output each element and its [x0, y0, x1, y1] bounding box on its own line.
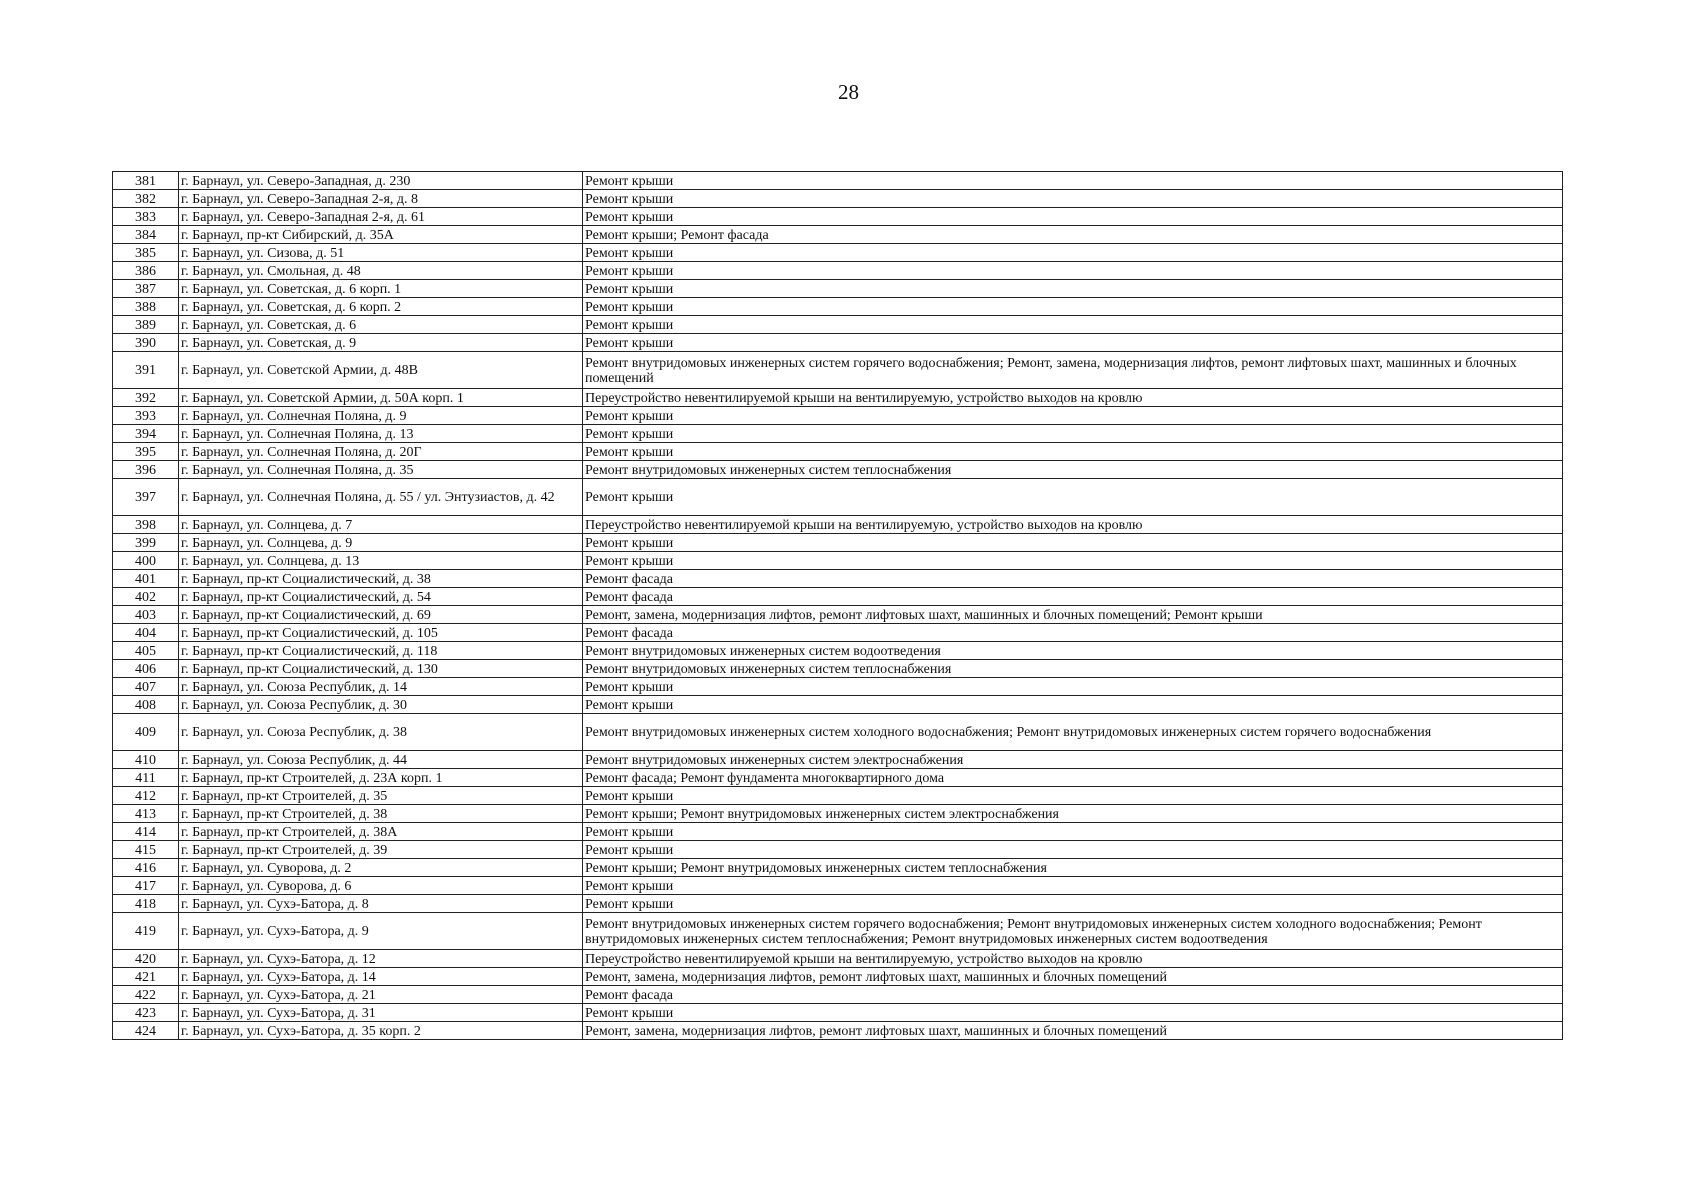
table-row — [113, 334, 1563, 352]
address-cell: г. Барнаул, ул. Солнечная Поляна, д. 20Г — [179, 443, 583, 461]
address-cell: г. Барнаул, пр-кт Сибирский, д. 35А — [179, 226, 583, 244]
row-number-cell: 416 — [113, 859, 179, 877]
work-type-cell: Ремонт крыши — [583, 787, 1563, 805]
address-cell: г. Барнаул, ул. Солнцева, д. 13 — [179, 552, 583, 570]
work-type-cell: Ремонт крыши — [583, 552, 1563, 570]
table-row — [113, 660, 1563, 678]
table-row — [113, 1022, 1563, 1040]
work-type-cell: Ремонт крыши — [583, 1004, 1563, 1022]
row-number-cell: 396 — [113, 461, 179, 479]
row-number-cell: 424 — [113, 1022, 179, 1040]
work-type-cell: Переустройство невентилируемой крыши на вентилируемую, устройство выходов на кровлю — [583, 516, 1563, 534]
table-row — [113, 425, 1563, 443]
work-type-cell: Ремонт крыши; Ремонт фасада — [583, 226, 1563, 244]
row-number-cell: 423 — [113, 1004, 179, 1022]
address-cell: г. Барнаул, ул. Солнцева, д. 7 — [179, 516, 583, 534]
table-row — [113, 642, 1563, 660]
address-cell: г. Барнаул, ул. Северо-Западная 2-я, д. 8 — [179, 190, 583, 208]
table-row — [113, 461, 1563, 479]
row-number-cell: 418 — [113, 895, 179, 913]
address-cell: г. Барнаул, ул. Сухэ-Батора, д. 8 — [179, 895, 583, 913]
table-row — [113, 895, 1563, 913]
row-number-cell: 413 — [113, 805, 179, 823]
address-cell: г. Барнаул, ул. Солнечная Поляна, д. 13 — [179, 425, 583, 443]
row-number-cell: 391 — [113, 352, 179, 389]
work-type-cell: Ремонт крыши — [583, 298, 1563, 316]
table-row — [113, 516, 1563, 534]
address-cell: г. Барнаул, пр-кт Строителей, д. 38 — [179, 805, 583, 823]
work-type-cell: Ремонт фасада; Ремонт фундамента многоквартирного дома — [583, 769, 1563, 787]
work-type-cell: Ремонт фасада — [583, 588, 1563, 606]
row-number-cell: 419 — [113, 913, 179, 950]
table-row — [113, 244, 1563, 262]
row-number-cell: 420 — [113, 950, 179, 968]
address-cell: г. Барнаул, ул. Союза Республик, д. 30 — [179, 696, 583, 714]
address-cell: г. Барнаул, ул. Советской Армии, д. 48В — [179, 352, 583, 389]
table-row — [113, 588, 1563, 606]
table-row — [113, 968, 1563, 986]
address-cell: г. Барнаул, пр-кт Социалистический, д. 130 — [179, 660, 583, 678]
work-type-cell: Ремонт крыши — [583, 172, 1563, 190]
row-number-cell: 398 — [113, 516, 179, 534]
table-row — [113, 678, 1563, 696]
table-row — [113, 859, 1563, 877]
address-cell: г. Барнаул, ул. Сухэ-Батора, д. 31 — [179, 1004, 583, 1022]
row-number-cell: 406 — [113, 660, 179, 678]
table-row — [113, 787, 1563, 805]
table-body — [113, 172, 1563, 1040]
address-cell: г. Барнаул, пр-кт Социалистический, д. 118 — [179, 642, 583, 660]
work-type-cell: Ремонт внутридомовых инженерных систем теплоснабжения — [583, 660, 1563, 678]
address-cell: г. Барнаул, пр-кт Социалистический, д. 69 — [179, 606, 583, 624]
address-cell: г. Барнаул, ул. Солнечная Поляна, д. 9 — [179, 407, 583, 425]
table-row — [113, 950, 1563, 968]
work-type-cell: Ремонт крыши — [583, 841, 1563, 859]
row-number-cell: 407 — [113, 678, 179, 696]
table-row — [113, 606, 1563, 624]
row-number-cell: 397 — [113, 479, 179, 516]
row-number-cell: 403 — [113, 606, 179, 624]
address-cell: г. Барнаул, ул. Сухэ-Батора, д. 9 — [179, 913, 583, 950]
table-row — [113, 298, 1563, 316]
address-cell: г. Барнаул, ул. Сухэ-Батора, д. 35 корп. 2 — [179, 1022, 583, 1040]
work-type-cell: Ремонт крыши — [583, 479, 1563, 516]
address-cell: г. Барнаул, ул. Союза Республик, д. 44 — [179, 751, 583, 769]
work-type-cell: Ремонт внутридомовых инженерных систем холодного водоснабжения; Ремонт внутридомовых инженерных систем горячего водоснабжения — [583, 714, 1563, 751]
table-row — [113, 262, 1563, 280]
row-number-cell: 384 — [113, 226, 179, 244]
table-row — [113, 624, 1563, 642]
work-type-cell: Ремонт крыши — [583, 895, 1563, 913]
table-row — [113, 986, 1563, 1004]
row-number-cell: 399 — [113, 534, 179, 552]
table-row — [113, 769, 1563, 787]
address-cell: г. Барнаул, ул. Советская, д. 6 — [179, 316, 583, 334]
row-number-cell: 381 — [113, 172, 179, 190]
address-cell: г. Барнаул, ул. Сухэ-Батора, д. 12 — [179, 950, 583, 968]
row-number-cell: 411 — [113, 769, 179, 787]
address-cell: г. Барнаул, пр-кт Строителей, д. 39 — [179, 841, 583, 859]
row-number-cell: 417 — [113, 877, 179, 895]
table-row — [113, 823, 1563, 841]
row-number-cell: 383 — [113, 208, 179, 226]
work-type-cell: Ремонт фасада — [583, 570, 1563, 588]
address-cell: г. Барнаул, ул. Союза Республик, д. 38 — [179, 714, 583, 751]
table-row — [113, 172, 1563, 190]
address-cell: г. Барнаул, ул. Смольная, д. 48 — [179, 262, 583, 280]
work-type-cell: Ремонт крыши; Ремонт внутридомовых инженерных систем теплоснабжения — [583, 859, 1563, 877]
table-row — [113, 407, 1563, 425]
table-row — [113, 479, 1563, 516]
work-type-cell: Переустройство невентилируемой крыши на вентилируемую, устройство выходов на кровлю — [583, 389, 1563, 407]
address-work-table — [112, 171, 1563, 1040]
work-type-cell: Ремонт крыши — [583, 877, 1563, 895]
address-cell: г. Барнаул, ул. Советская, д. 9 — [179, 334, 583, 352]
row-number-cell: 393 — [113, 407, 179, 425]
address-cell: г. Барнаул, пр-кт Строителей, д. 23А корп. 1 — [179, 769, 583, 787]
row-number-cell: 389 — [113, 316, 179, 334]
address-cell: г. Барнаул, ул. Сухэ-Батора, д. 14 — [179, 968, 583, 986]
address-cell: г. Барнаул, ул. Суворова, д. 2 — [179, 859, 583, 877]
row-number-cell: 415 — [113, 841, 179, 859]
work-type-cell: Ремонт крыши — [583, 262, 1563, 280]
address-cell: г. Барнаул, ул. Советской Армии, д. 50А корп. 1 — [179, 389, 583, 407]
row-number-cell: 404 — [113, 624, 179, 642]
address-cell: г. Барнаул, ул. Северо-Западная, д. 230 — [179, 172, 583, 190]
row-number-cell: 388 — [113, 298, 179, 316]
work-type-cell: Ремонт крыши — [583, 334, 1563, 352]
table-row — [113, 805, 1563, 823]
work-type-cell: Ремонт крыши — [583, 823, 1563, 841]
row-number-cell: 390 — [113, 334, 179, 352]
row-number-cell: 408 — [113, 696, 179, 714]
table-row — [113, 280, 1563, 298]
address-cell: г. Барнаул, ул. Сухэ-Батора, д. 21 — [179, 986, 583, 1004]
address-cell: г. Барнаул, пр-кт Социалистический, д. 38 — [179, 570, 583, 588]
work-type-cell: Ремонт крыши — [583, 425, 1563, 443]
work-type-cell: Ремонт крыши — [583, 696, 1563, 714]
work-type-cell: Ремонт крыши — [583, 316, 1563, 334]
work-type-cell: Ремонт, замена, модернизация лифтов, ремонт лифтовых шахт, машинных и блочных помещений — [583, 968, 1563, 986]
table-row — [113, 1004, 1563, 1022]
address-cell: г. Барнаул, пр-кт Строителей, д. 38А — [179, 823, 583, 841]
row-number-cell: 402 — [113, 588, 179, 606]
work-type-cell: Ремонт фасада — [583, 986, 1563, 1004]
address-cell: г. Барнаул, ул. Сизова, д. 51 — [179, 244, 583, 262]
table-row — [113, 877, 1563, 895]
work-type-cell: Ремонт крыши — [583, 244, 1563, 262]
row-number-cell: 387 — [113, 280, 179, 298]
address-cell: г. Барнаул, ул. Советская, д. 6 корп. 2 — [179, 298, 583, 316]
row-number-cell: 414 — [113, 823, 179, 841]
page-number: 28 — [838, 80, 859, 104]
address-cell: г. Барнаул, ул. Северо-Западная 2-я, д. 61 — [179, 208, 583, 226]
row-number-cell: 412 — [113, 787, 179, 805]
row-number-cell: 392 — [113, 389, 179, 407]
table-row — [113, 570, 1563, 588]
row-number-cell: 410 — [113, 751, 179, 769]
table-row — [113, 751, 1563, 769]
work-type-cell: Ремонт внутридомовых инженерных систем водоотведения — [583, 642, 1563, 660]
work-type-cell: Ремонт внутридомовых инженерных систем горячего водоснабжения; Ремонт, замена, модернизация лифтов, ремонт лифтовых шахт, машинных и блочных помещений — [583, 352, 1563, 389]
work-type-cell: Ремонт крыши — [583, 534, 1563, 552]
work-type-cell: Ремонт крыши — [583, 190, 1563, 208]
work-type-cell: Ремонт крыши; Ремонт внутридомовых инженерных систем электроснабжения — [583, 805, 1563, 823]
table-row — [113, 534, 1563, 552]
row-number-cell: 386 — [113, 262, 179, 280]
row-number-cell: 422 — [113, 986, 179, 1004]
address-cell: г. Барнаул, ул. Суворова, д. 6 — [179, 877, 583, 895]
address-cell: г. Барнаул, пр-кт Социалистический, д. 105 — [179, 624, 583, 642]
table-row — [113, 841, 1563, 859]
table-row — [113, 352, 1563, 389]
work-type-cell: Ремонт крыши — [583, 678, 1563, 696]
work-type-cell: Ремонт фасада — [583, 624, 1563, 642]
address-cell: г. Барнаул, ул. Солнечная Поляна, д. 55 / ул. Энтузиастов, д. 42 — [179, 479, 583, 516]
work-type-cell: Ремонт внутридомовых инженерных систем электроснабжения — [583, 751, 1563, 769]
row-number-cell: 382 — [113, 190, 179, 208]
address-cell: г. Барнаул, ул. Солнцева, д. 9 — [179, 534, 583, 552]
row-number-cell: 401 — [113, 570, 179, 588]
work-type-cell: Ремонт крыши — [583, 208, 1563, 226]
table-row — [113, 190, 1563, 208]
table-row — [113, 443, 1563, 461]
work-type-cell: Ремонт крыши — [583, 443, 1563, 461]
address-cell: г. Барнаул, пр-кт Социалистический, д. 54 — [179, 588, 583, 606]
table-row — [113, 389, 1563, 407]
table-row — [113, 696, 1563, 714]
table-row — [113, 226, 1563, 244]
row-number-cell: 409 — [113, 714, 179, 751]
row-number-cell: 421 — [113, 968, 179, 986]
work-type-cell: Ремонт внутридомовых инженерных систем теплоснабжения — [583, 461, 1563, 479]
table-row — [113, 552, 1563, 570]
address-cell: г. Барнаул, ул. Союза Республик, д. 14 — [179, 678, 583, 696]
address-cell: г. Барнаул, ул. Советская, д. 6 корп. 1 — [179, 280, 583, 298]
address-cell: г. Барнаул, пр-кт Строителей, д. 35 — [179, 787, 583, 805]
work-type-cell: Ремонт внутридомовых инженерных систем горячего водоснабжения; Ремонт внутридомовых инженерных систем холодного водоснабжения; Ремонт внутридомовых инженерных систем теплоснабжения; Ремонт внутридомовых инженерных систем водоотведения — [583, 913, 1563, 950]
row-number-cell: 395 — [113, 443, 179, 461]
table-row — [113, 714, 1563, 751]
work-type-cell: Ремонт, замена, модернизация лифтов, ремонт лифтовых шахт, машинных и блочных помещений — [583, 1022, 1563, 1040]
row-number-cell: 405 — [113, 642, 179, 660]
row-number-cell: 394 — [113, 425, 179, 443]
row-number-cell: 400 — [113, 552, 179, 570]
address-cell: г. Барнаул, ул. Солнечная Поляна, д. 35 — [179, 461, 583, 479]
row-number-cell: 385 — [113, 244, 179, 262]
table-row — [113, 913, 1563, 950]
table-row — [113, 208, 1563, 226]
work-type-cell: Ремонт, замена, модернизация лифтов, ремонт лифтовых шахт, машинных и блочных помещений; Ремонт крыши — [583, 606, 1563, 624]
work-type-cell: Ремонт крыши — [583, 407, 1563, 425]
work-type-cell: Переустройство невентилируемой крыши на вентилируемую, устройство выходов на кровлю — [583, 950, 1563, 968]
table-row — [113, 316, 1563, 334]
work-type-cell: Ремонт крыши — [583, 280, 1563, 298]
